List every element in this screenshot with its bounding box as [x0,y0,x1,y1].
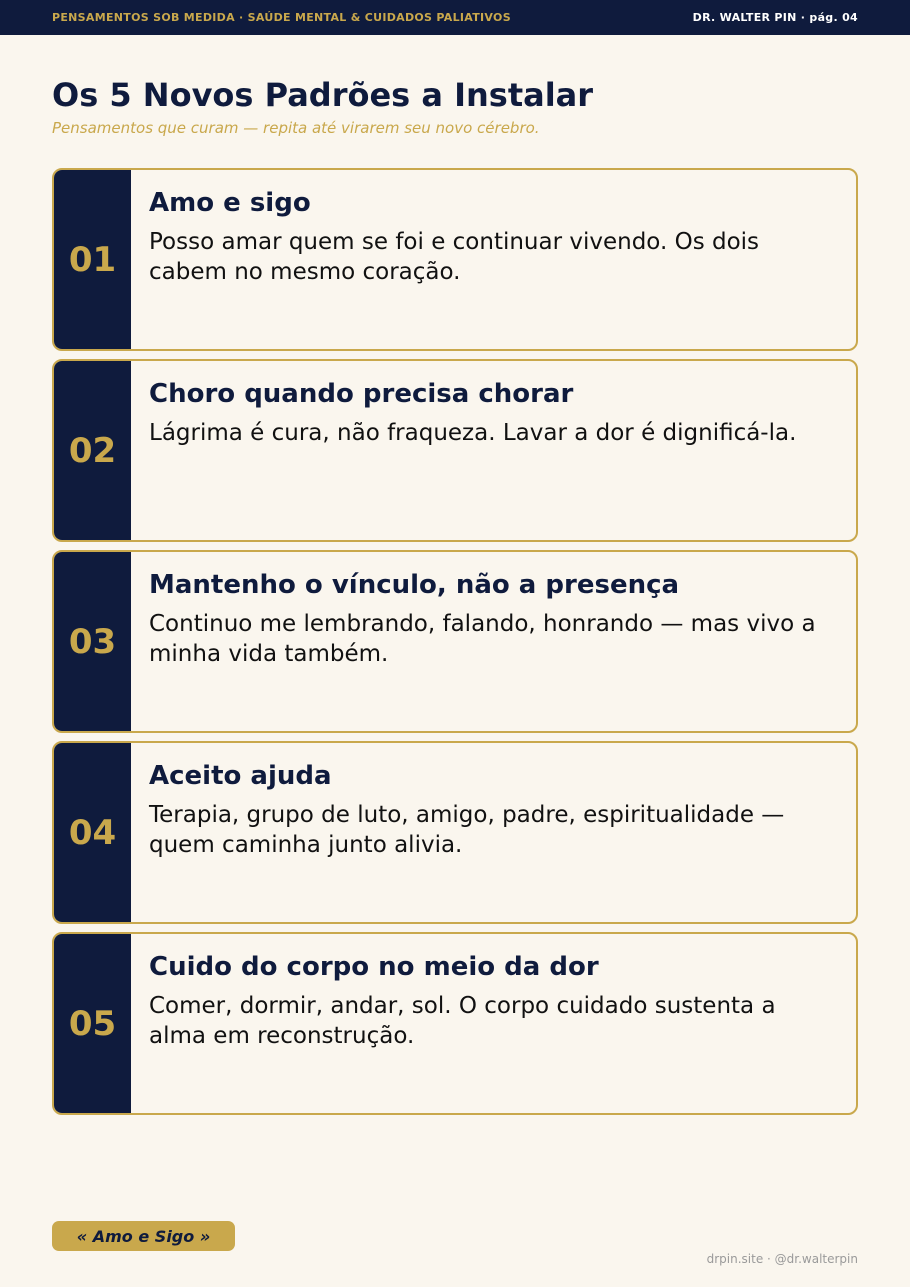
pattern-title: Choro quando precisa chorar [149,379,574,409]
page-title: Os 5 Novos Padrões a Instalar [52,76,594,114]
pattern-text: Posso amar quem se foi e continuar vivendo. Os dois cabem no mesmo coração. [149,229,760,285]
author-page-label: DR. WALTER PIN · pág. 04 [692,11,858,24]
pattern-number: 03 [54,552,131,731]
pattern-title: Aceito ajuda [149,761,332,791]
footer-credits: drpin.site · @dr.walterpin [706,1252,858,1266]
pattern-text: Comer, dormir, andar, sol. O corpo cuidado sustenta a alma em reconstrução. [149,993,776,1049]
pattern-card [52,741,858,924]
pattern-text: Terapia, grupo de luto, amigo, padre, espiritualidade — quem caminha junto alivia. [149,802,785,858]
page-subtitle: Pensamentos que curam — repita até virarem seu novo cérebro. [52,119,540,137]
motto-badge: « Amo e Sigo » [52,1221,235,1251]
patterns-list [52,168,858,1123]
pattern-card [52,168,858,351]
pattern-number: 01 [54,170,131,349]
pattern-card [52,359,858,542]
pattern-title: Amo e sigo [149,188,311,218]
header-bar [0,0,910,35]
pattern-title: Mantenho o vínculo, não a presença [149,570,680,600]
pattern-text: Continuo me lembrando, falando, honrando — mas vivo a minha vida também. [149,611,816,667]
pattern-number: 02 [54,361,131,540]
pattern-number: 05 [54,934,131,1113]
pattern-card [52,932,858,1115]
pattern-number: 04 [54,743,131,922]
pattern-text: Lágrima é cura, não fraqueza. Lavar a dor é dignificá-la. [149,420,797,446]
series-label: PENSAMENTOS SOB MEDIDA · SAÚDE MENTAL & CUIDADOS PALIATIVOS [52,11,511,24]
pattern-title: Cuido do corpo no meio da dor [149,952,599,982]
pattern-card [52,550,858,733]
